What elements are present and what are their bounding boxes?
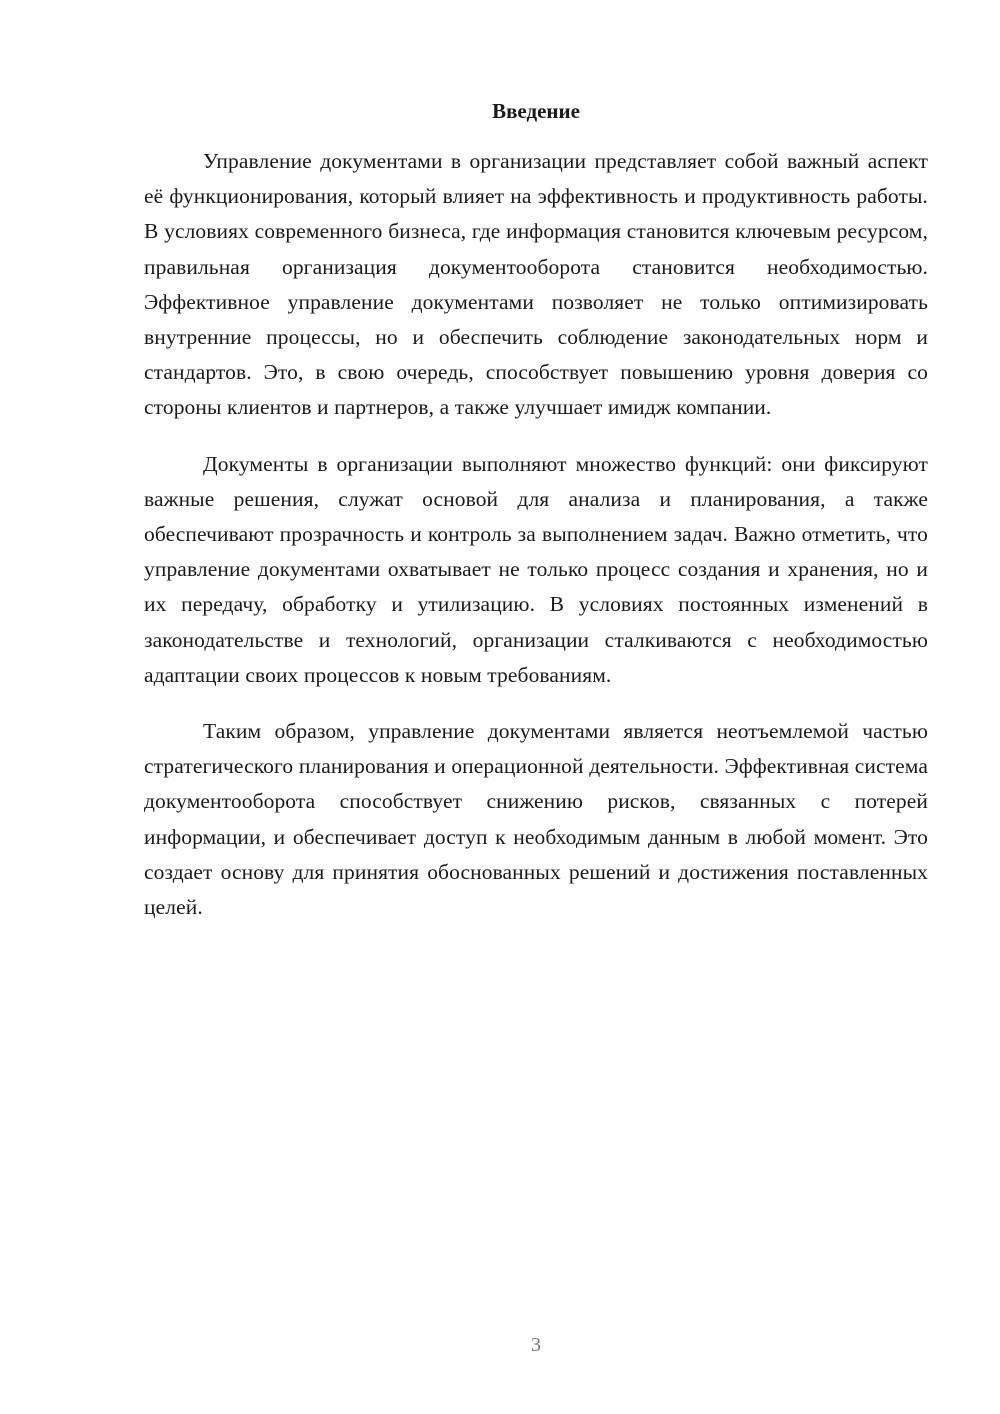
paragraph-2: Документы в организации выполняют множество функций: они фиксируют важные решения, служат основой для анализа и планирования, а также обеспечивают прозрачность и контроль за выполнением задач. Важно отметить, что управление документами охватывает не только процесс создания и хранения, но и их передачу, обработку и утилизацию. В условиях постоянных изменений в законодательстве и технологий, организации сталкиваются с необходимостью адаптации своих процессов к новым требованиям. — [144, 451, 928, 687]
page-content — [144, 96, 928, 946]
paragraph-3: Таким образом, управление документами является неотъемлемой частью стратегического планирования и операционной деятельности. Эффективная система документооборота способствует снижению рисков, связанных с потерей информации, и обеспечивает доступ к необходимым данным в любой момент. Это создает основу для принятия обоснованных решений и достижения поставленных целей. — [144, 719, 928, 920]
section-title: Введение — [492, 99, 580, 123]
paragraph-1: Управление документами в организации представляет собой важный аспект её функционирования, который влияет на эффективность и продуктивность работы. В условиях современного бизнеса, где информация становится ключевым ресурсом, правильная организация документооборота становится необходимостью. Эффективное управление документами позволяет не только оптимизировать внутренние процессы, но и обеспечить соблюдение законодательных норм и стандартов. Это, в свою очередь, способствует повышению уровня доверия со стороны клиентов и партнеров, а также улучшает имидж компании. — [144, 149, 928, 420]
page-number: 3 — [531, 1334, 541, 1356]
